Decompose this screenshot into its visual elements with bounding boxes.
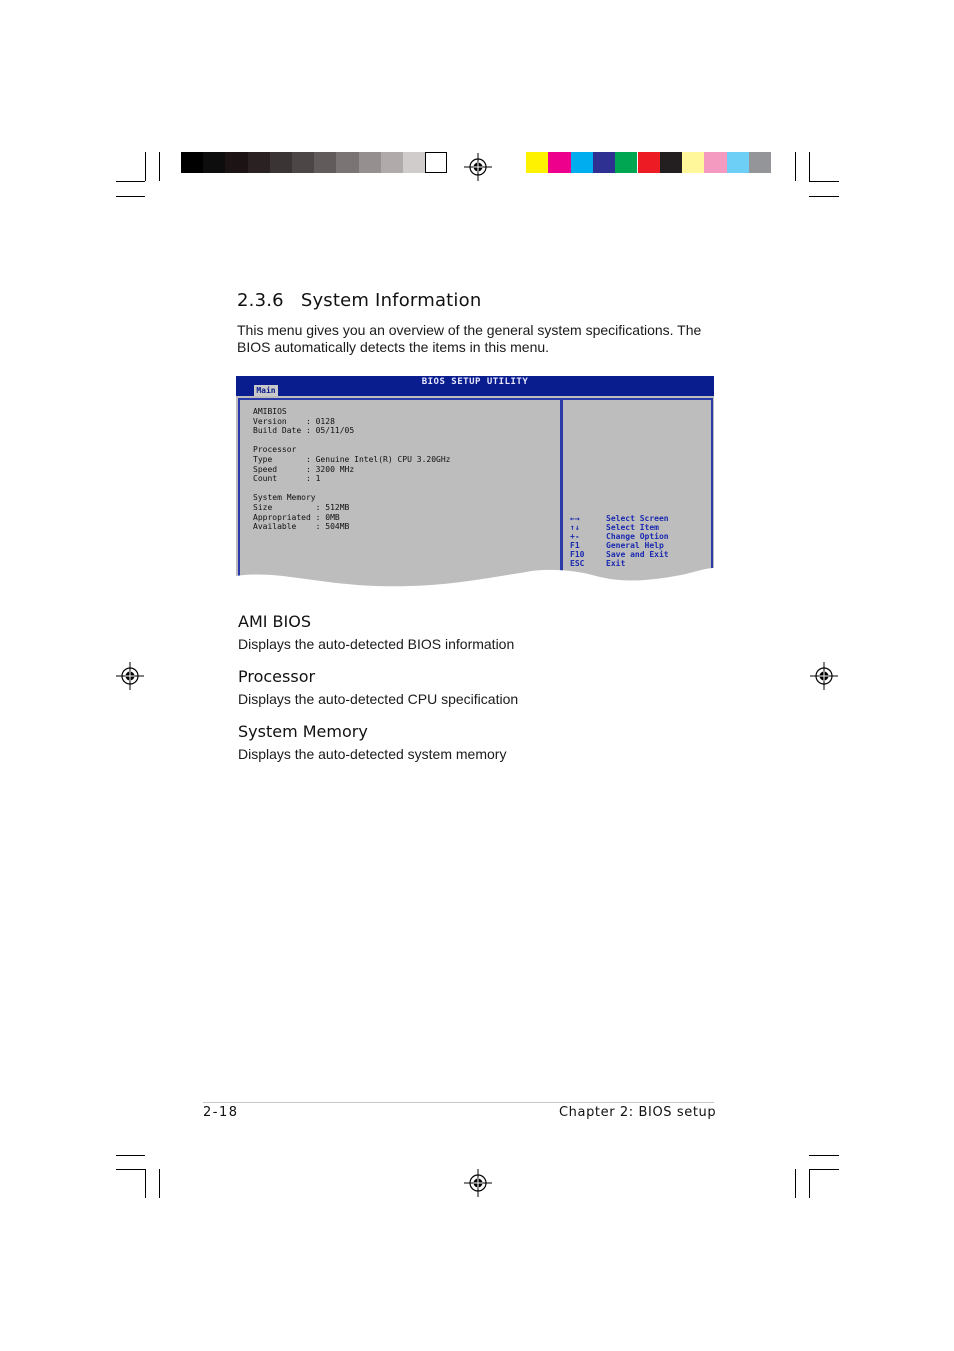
color-swatch bbox=[381, 152, 403, 173]
bios-key: ESC bbox=[570, 559, 585, 568]
bios-info-line: Processor bbox=[253, 445, 297, 455]
bios-key-label: General Help bbox=[606, 541, 664, 550]
bios-key-row bbox=[570, 550, 669, 559]
bios-tab-main: Main bbox=[254, 385, 278, 396]
bios-key-legend bbox=[570, 514, 669, 568]
color-swatch bbox=[181, 152, 203, 173]
color-swatch bbox=[225, 152, 247, 173]
bios-key-label: Select Item bbox=[606, 523, 659, 532]
bios-key-label: Change Option bbox=[606, 532, 669, 541]
color-swatch bbox=[749, 152, 771, 173]
bios-screenshot bbox=[236, 376, 714, 588]
bios-key-label: Exit bbox=[606, 559, 626, 568]
color-swatch bbox=[548, 152, 570, 173]
bios-key: ↑↓ bbox=[570, 523, 580, 532]
color-swatch bbox=[571, 152, 593, 173]
item-desc-ami-bios: Displays the auto-detected BIOS information bbox=[238, 636, 515, 652]
color-swatch bbox=[248, 152, 270, 173]
color-swatch bbox=[270, 152, 292, 173]
bios-key-row bbox=[570, 541, 669, 550]
color-swatch bbox=[615, 152, 637, 173]
registration-mark-right-icon bbox=[810, 662, 838, 690]
color-swatch bbox=[359, 152, 381, 173]
section-heading bbox=[237, 290, 481, 311]
bios-info-line: Version : 0128 bbox=[253, 416, 335, 426]
bios-info-line: Type : Genuine Intel(R) CPU 3.20GHz bbox=[253, 454, 451, 464]
color-swatch bbox=[425, 152, 447, 173]
bios-info-text bbox=[253, 407, 450, 532]
bios-info-line bbox=[253, 484, 450, 494]
bios-info-line: Count : 1 bbox=[253, 474, 321, 484]
bios-key-row bbox=[570, 523, 669, 532]
bios-key: ←→ bbox=[570, 514, 580, 523]
color-swatch bbox=[292, 152, 314, 173]
color-swatch bbox=[682, 152, 704, 173]
bios-key: +- bbox=[570, 532, 580, 541]
torn-edge bbox=[236, 564, 714, 588]
page-number: 2-18 bbox=[203, 1105, 239, 1120]
color-swatch bbox=[704, 152, 726, 173]
color-swatch bbox=[203, 152, 225, 173]
footer-rule bbox=[203, 1102, 714, 1103]
bios-info-line: Build Date : 05/11/05 bbox=[253, 426, 355, 436]
registration-mark-bottom-icon bbox=[464, 1169, 492, 1197]
color-swatch bbox=[403, 152, 425, 173]
registration-mark-top-icon bbox=[464, 153, 492, 181]
bios-info-line bbox=[253, 436, 450, 446]
color-swatch bbox=[526, 152, 548, 173]
item-desc-processor: Displays the auto-detected CPU specification bbox=[238, 691, 519, 707]
bios-info-line: Available : 504MB bbox=[253, 522, 350, 532]
bios-key-label: Select Screen bbox=[606, 514, 669, 523]
color-swatch bbox=[314, 152, 336, 173]
color-swatch bbox=[638, 152, 660, 173]
item-title-ami-bios: AMI BIOS bbox=[238, 612, 311, 631]
bios-info-line: AMIBIOS bbox=[253, 407, 287, 416]
color-swatch bbox=[593, 152, 615, 173]
section-intro: This menu gives you an overview of the general system specifications. The BIOS automatically detects the items in this menu. bbox=[237, 322, 702, 355]
bios-key-row bbox=[570, 532, 669, 541]
bios-title: BIOS SETUP UTILITY bbox=[421, 377, 529, 387]
bios-info-line: System Memory bbox=[253, 493, 316, 503]
bios-key: F10 bbox=[570, 550, 585, 559]
color-swatch bbox=[727, 152, 749, 173]
item-desc-system-memory: Displays the auto-detected system memory bbox=[238, 746, 507, 762]
section-number: 2.3.6 bbox=[237, 290, 284, 311]
item-title-system-memory: System Memory bbox=[238, 722, 368, 741]
chapter-label: Chapter 2: BIOS setup bbox=[559, 1105, 717, 1120]
bios-key: F1 bbox=[570, 541, 580, 550]
color-swatch bbox=[336, 152, 358, 173]
bios-info-line: Appropriated : 0MB bbox=[253, 512, 340, 522]
item-title-processor: Processor bbox=[238, 667, 316, 686]
color-swatch bbox=[660, 152, 682, 173]
bios-info-line: Speed : 3200 MHz bbox=[253, 464, 355, 474]
registration-mark-left-icon bbox=[116, 662, 144, 690]
bios-key-row bbox=[570, 514, 669, 523]
bios-key-label: Save and Exit bbox=[606, 550, 669, 559]
bios-info-line: Size : 512MB bbox=[253, 502, 350, 512]
section-title: System Information bbox=[300, 290, 482, 311]
